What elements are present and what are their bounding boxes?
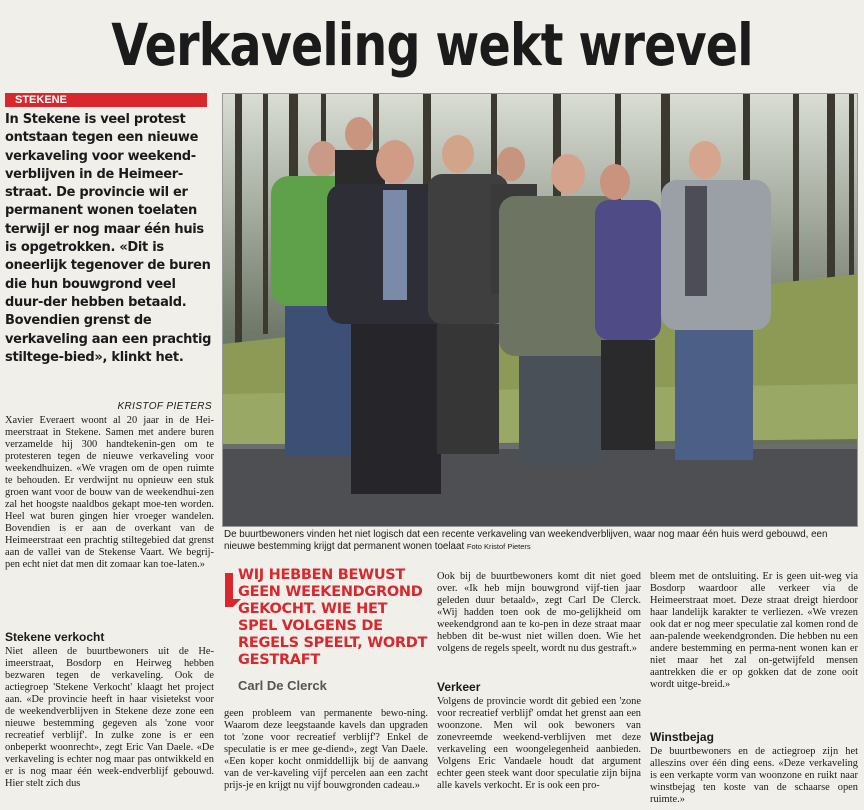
body-paragraph: Ook bij de buurtbewoners komt dit niet goed over. «Ik heb mijn bouwgrond vijf-tien jaar geleden duur betaald», zegt Carl De Clerck. «Wij hadden toen ook de mo-gelijkheid om weekendgrond aan te ko-pen in deze straat maar hebben dit be-wust niet willen doen. Wie het volgens de regels speelt, wordt nu dus gestraft.»: [437, 571, 641, 654]
subhead-winstbejag: Winstbejag: [650, 730, 714, 744]
body-paragraph: Xavier Everaert woont al 20 jaar in de Hei-meerstraat in Stekene. Samen met andere buren verzamelde hij 300 handtekenin-gen om te protesteren tegen de nieuwe verkaveling voor weekendhuizen. «We vragen om de open ruimte te behouden. Er verdwijnt nu opnieuw een stuk groen want voor de bouw van de weekendhui-zen zal het hoogste naaldbos gekapt moe-ten worden. Heel wat buren gingen hier vroeger wandelen. Bovendien is er aan de overkant van de Heimeerstraat een prachtig stiltegebied dat grenst aan de vallei van de Stekense Vaart. We begrij-pen echt niet dat men dit zomaar kan toe-laten.»: [5, 415, 214, 570]
headline: Verkaveling wekt wrevel: [111, 11, 753, 79]
body-column-4-cont: [650, 746, 858, 806]
byline: KRISTOF PIETERS: [117, 401, 212, 412]
body-paragraph: Niet alleen de buurtbewoners uit de He-imeerstraat, Bosdorp en Heirweg hebben bezwaren tegen de verkaveling. Ook de actiegroep 'Stekene Verkocht' klaagt het project aan. «De provincie heeft in haar visietekst voor de weekendverblijven in Stekene deze zone een nieuwe bestemming gegeven als 'zone voor recreatief verblijf'. In zulke zone is er een onbeperkt woonrecht», zegt Eric Van Daele. «De verkaveling is echter nog maar pas ontwikkeld en er is nog maar één week-endverblijf gebouwd. Hier stelt zich dus: [5, 646, 214, 789]
subhead-verkeer: Verkeer: [437, 680, 481, 694]
pullquote-author: Carl De Clerck: [238, 678, 327, 693]
subhead-stekene-verkocht: Stekene verkocht: [5, 630, 105, 644]
body-column-2: [224, 708, 428, 792]
lead-paragraph: In Stekene is veel protest ontstaan tegen een nieuwe verkaveling voor weekend-verblijven in de Heimeer-straat. De provincie wil er permanent wonen toelaten terwijl er nog maar één huis is opgetrokken. «Dit is oneerlijk tegenover de buren die hun bouwgrond veel duur-der hebben betaald. Bovendien grenst de verkaveling aan een prachtig stiltege-bied», klinkt het.: [5, 112, 212, 365]
body-paragraph: geen probleem van permanente bewo-ning. Waarom deze leegstaande kavels dan upgraden tot 'zone voor recreatief verblijf'? Enkel de speculatie is er mee ge-diend», zegt Van Daele. «Een koper kocht onmiddellijk bij de aanvang van de ver-kaveling vijf percelen aan een zacht prijs-je en krijgt nu vijf bouwgronden cadeau.»: [224, 708, 428, 791]
body-column-3: [437, 571, 641, 655]
quote-mark-icon: [225, 573, 233, 607]
body-column-4: [650, 571, 858, 691]
body-paragraph: Volgens de provincie wordt dit gebied een 'zone voor recreatief verblijf' omdat het grenst aan een woonzone. Men wil ook bewoners van zonevreemde weekend-verblijven met deze verkaveling een woongelegenheid aanbieden. Volgens Eric Vandaele houdt dat argument echter geen steek want door speculatie zijn bijna alle kavels verkocht. Er is ook een pro-: [437, 696, 641, 791]
group-photo: [222, 93, 858, 527]
body-column-1: [5, 415, 214, 571]
caption-text: De buurtbewoners vinden het niet logisch dat een recente verkaveling van weekendverblijven, waar nog maar één huis werd gebouwd, een nieuwe bestemming krijgt dat permanent wonen toelaat: [224, 529, 828, 552]
pullquote: WIJ HEBBEN BEWUST GEEN WEEKENDGROND GEKOCHT. WIE HET SPEL VOLGENS DE REGELS SPEELT, WORDT GESTRAFT: [238, 567, 428, 668]
photo-caption: [224, 529, 856, 553]
body-paragraph: bleem met de ontsluiting. Er is geen uit-weg via Bosdorp waardoor alle verkeer via de Heimeerstraat moet. Deze straat dreigt hierdoor haar landelijk karakter te verliezen. «We vrezen ook dat er nog meer speculatie zal komen rond de aan-palende weekendgronden. Die hebben nu een andere bestemming en perma-nent wonen kan er niet maar het zal on-getwijfeld mensen aantrekken die er op gokken dat de zone ooit wordt uitge-breid.»: [650, 571, 858, 690]
body-paragraph: De buurtbewoners en de actiegroep zijn het alleszins over één ding eens. «Deze verkaveling is een verkapte vorm van woonzone en ruikt naar winstbejag ten koste van de schaarse open ruimte.»: [650, 746, 858, 805]
body-column-3-cont: [437, 696, 641, 792]
body-column-1-cont: [5, 646, 214, 790]
section-label: STEKENE: [5, 93, 207, 107]
photo-credit: Foto Kristof Pieters: [466, 542, 531, 551]
